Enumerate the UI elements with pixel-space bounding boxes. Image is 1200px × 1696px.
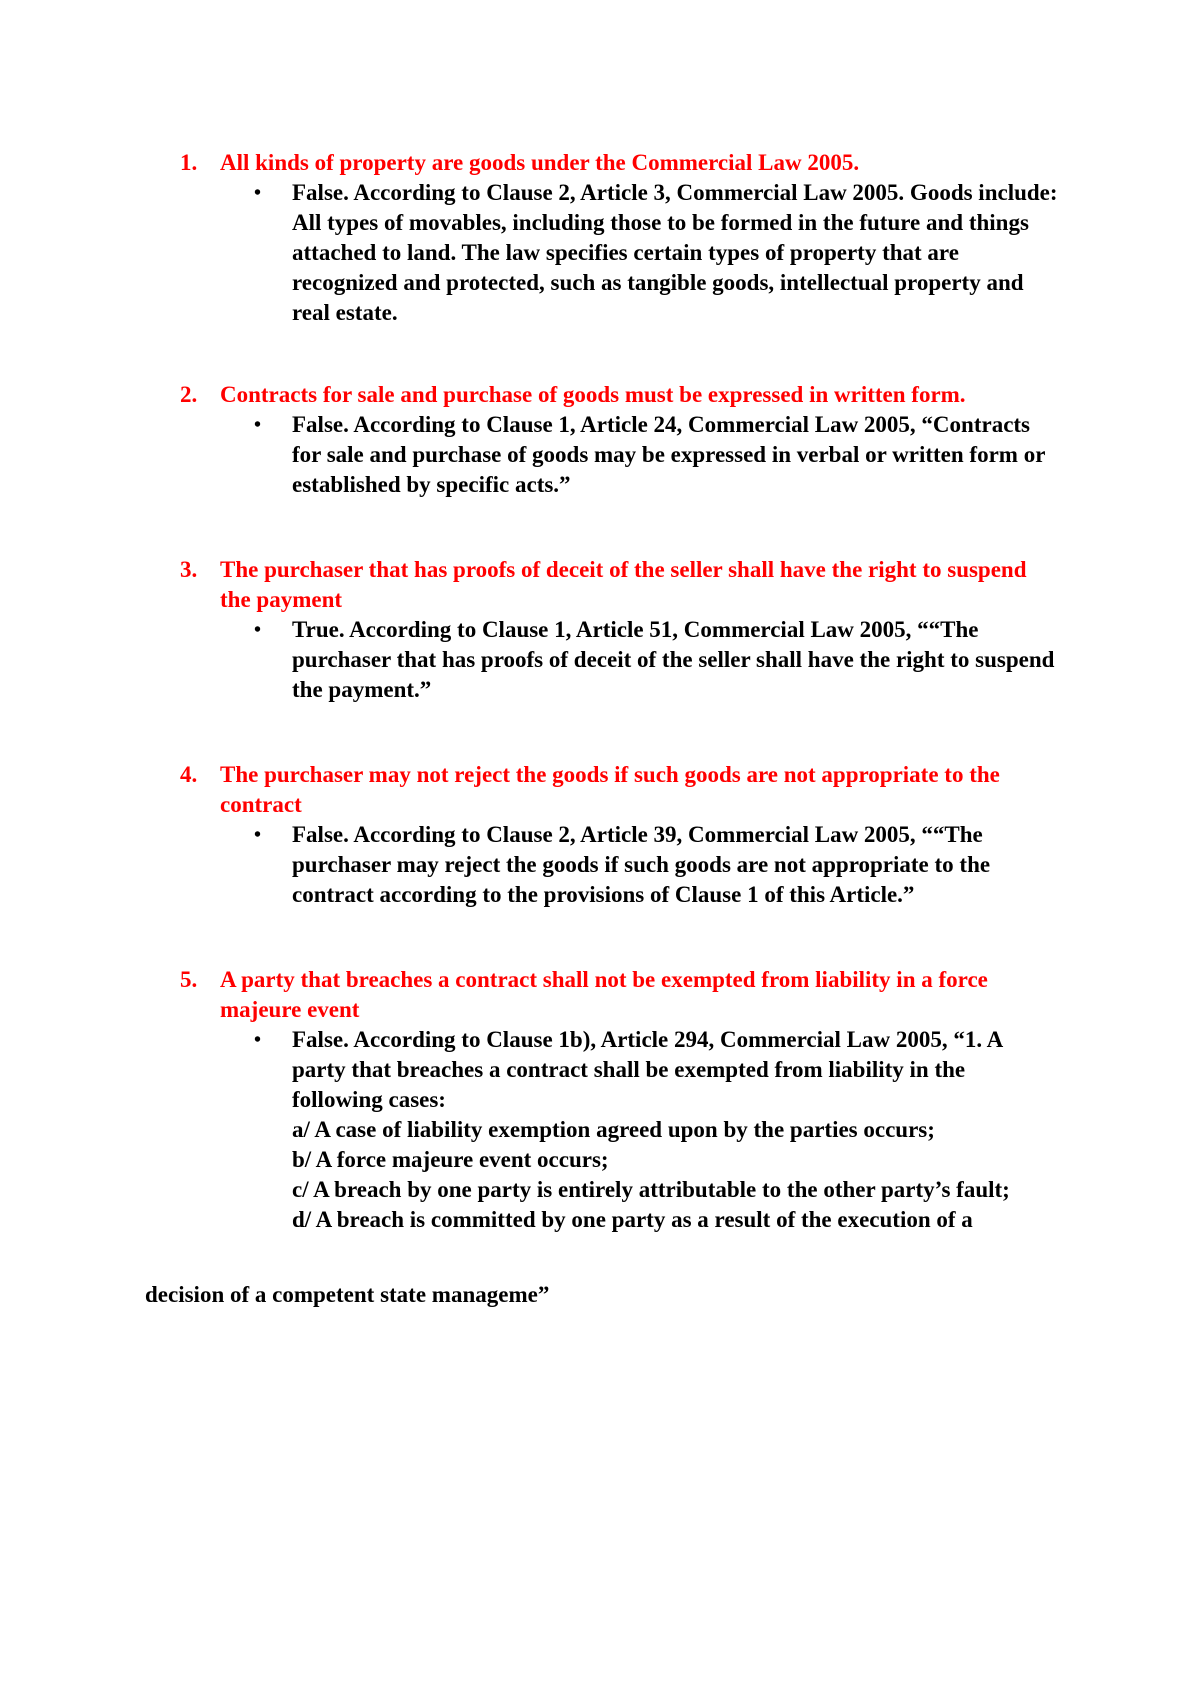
- question-text: The purchaser may not reject the goods if such goods are not appropriate to the contract: [220, 762, 1000, 817]
- question-statement: [180, 380, 1060, 410]
- question-statement: [180, 555, 1060, 615]
- question-text: Contracts for sale and purchase of goods must be expressed in written form.: [220, 382, 966, 407]
- question-item-1: [180, 148, 1060, 328]
- answer-item: [254, 410, 1060, 500]
- question-statement: [180, 760, 1060, 820]
- answer-text: False. According to Clause 1, Article 24, Commercial Law 2005, “Contracts for sale and purchase of goods may be expressed in verbal or written form or established by specific acts.”: [292, 412, 1046, 497]
- answer-item: [254, 178, 1060, 328]
- question-text: All kinds of property are goods under the Commercial Law 2005.: [220, 150, 860, 175]
- answer-text: False. According to Clause 2, Article 3, Commercial Law 2005. Goods include: All types of movables, including those to be formed in the future and things attached to land. The law specifies certain types of property that are recognized and protected, such as tangible goods, intellectual property and real estate.: [292, 180, 1058, 325]
- question-item-3: [180, 555, 1060, 705]
- bullet-icon: •: [254, 824, 262, 846]
- bullet-icon: •: [254, 414, 262, 436]
- answer-text: True. According to Clause 1, Article 51, Commercial Law 2005, ““The purchaser that has proofs of deceit of the seller shall have the right to suspend the payment.”: [292, 617, 1055, 702]
- answer-item: [254, 615, 1060, 705]
- question-item-4: [180, 760, 1060, 910]
- question-number: 5.: [180, 967, 198, 992]
- answer-text: False. According to Clause 1b), Article 294, Commercial Law 2005, “1. A party that breaches a contract shall be exempted from liability in the following cases:: [292, 1027, 1002, 1112]
- answer-item: [254, 1025, 1060, 1235]
- question-number: 3.: [180, 557, 198, 582]
- question-statement: [180, 965, 1060, 1025]
- answer-item: [254, 820, 1060, 910]
- question-item-2: [180, 380, 1060, 500]
- trailing-text: decision of a competent state manageme”: [145, 1282, 550, 1307]
- exemption-case-c: c/ A breach by one party is entirely attributable to the other party’s fault;: [292, 1177, 1010, 1202]
- question-number: 2.: [180, 382, 198, 407]
- answer-text: False. According to Clause 2, Article 39, Commercial Law 2005, ““The purchaser may reject the goods if such goods are not appropriate to the contract according to the provisions of Clause 1 of this Article.”: [292, 822, 991, 907]
- exemption-case-d: d/ A breach is committed by one party as a result of the execution of a: [292, 1207, 973, 1232]
- bullet-icon: •: [254, 182, 262, 204]
- bullet-icon: •: [254, 1029, 262, 1051]
- question-statement: [180, 148, 1060, 178]
- question-number: 4.: [180, 762, 198, 787]
- exemption-case-a: a/ A case of liability exemption agreed upon by the parties occurs;: [292, 1117, 935, 1142]
- exemption-case-b: b/ A force majeure event occurs;: [292, 1147, 609, 1172]
- question-item-5: [180, 965, 1060, 1235]
- bullet-icon: •: [254, 619, 262, 641]
- question-number: 1.: [180, 150, 198, 175]
- question-text: A party that breaches a contract shall not be exempted from liability in a force majeure event: [220, 967, 988, 1022]
- question-text: The purchaser that has proofs of deceit of the seller shall have the right to suspend the payment: [220, 557, 1027, 612]
